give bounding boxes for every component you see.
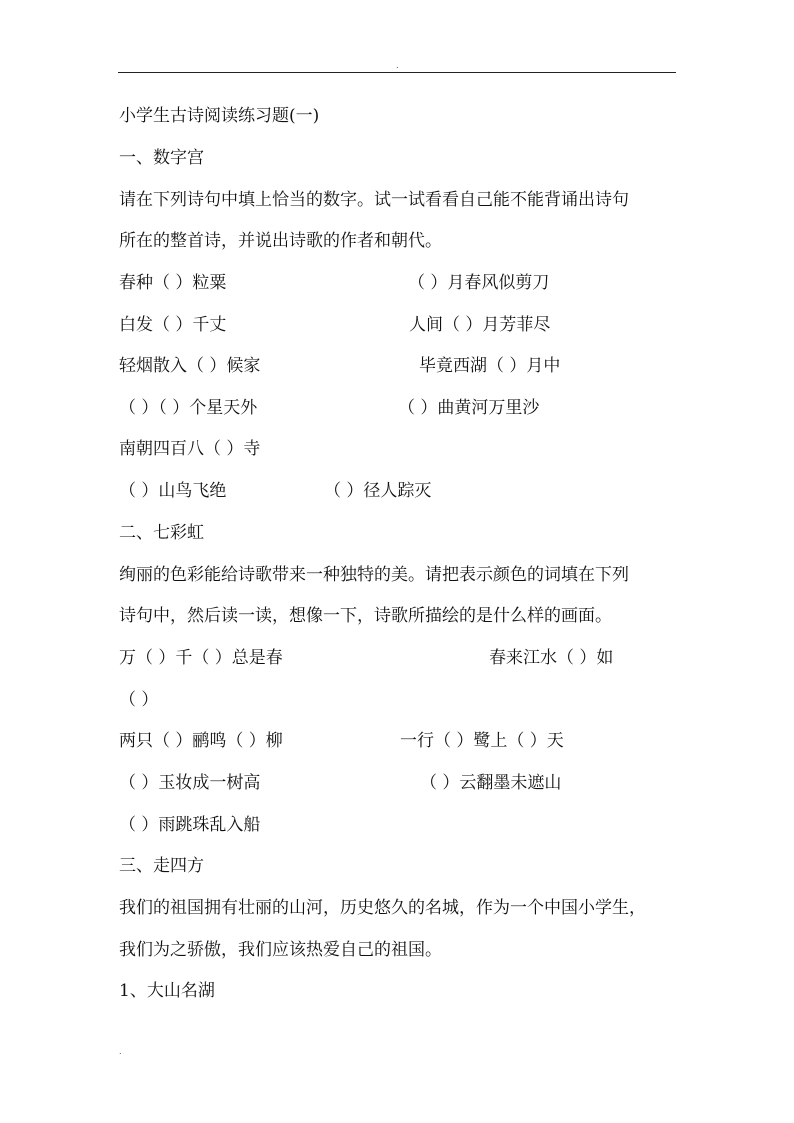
number-row-3-left: 轻烟散入（ ）候家 bbox=[119, 356, 261, 376]
number-row-6-right: （ ）径人踪灭 bbox=[324, 481, 432, 501]
number-row-1-left: 春种（ ）粒粟 bbox=[119, 273, 227, 293]
color-row-2-right: 一行（ ）鹭上（ ）天 bbox=[400, 731, 564, 751]
header-rule bbox=[118, 72, 676, 73]
color-row-3-left: （ ）玉妆成一树高 bbox=[119, 773, 261, 793]
number-row-3-right: 毕竟西湖（ ）月中 bbox=[419, 356, 561, 376]
section1-heading: 一、数字宫 bbox=[119, 148, 204, 168]
number-row-2-right: 人间（ ）月芳菲尽 bbox=[409, 315, 551, 335]
section1-instruction-line1 bbox=[119, 188, 674, 212]
section2-instruction-line1 bbox=[119, 563, 674, 587]
page-title: 小学生古诗阅读练习题(一) bbox=[119, 106, 320, 126]
section2-instruction-line1-text: 绚丽的色彩能给诗歌带来一种独特的美。请把表示颜色的词填在下列 bbox=[119, 565, 629, 585]
color-row-2-left: 两只（ ）鹂鸣（ ）柳 bbox=[119, 731, 283, 751]
section3-intro-line2: 我们为之骄傲，我们应该热爱自己的祖国。 bbox=[119, 940, 442, 960]
number-row-1-right: （ ）月春风似剪刀 bbox=[408, 273, 550, 293]
number-row-6-left: （ ）山鸟飞绝 bbox=[119, 481, 227, 501]
section3-subheading-1: 1、大山名湖 bbox=[119, 981, 215, 1001]
color-row-3-right: （ ）云翻墨未遮山 bbox=[420, 773, 562, 793]
color-row-1-left: 万（ ）千（ ）总是春 bbox=[119, 648, 283, 668]
color-row-1-right: 春来江水（ ）如 bbox=[489, 648, 614, 668]
number-row-2-left: 白发（ ）千丈 bbox=[119, 315, 227, 335]
section1-instruction-line2: 所在的整首诗，并说出诗歌的作者和朝代。 bbox=[119, 231, 442, 251]
header-mark: . bbox=[396, 61, 399, 70]
section3-heading: 三、走四方 bbox=[119, 856, 204, 876]
section3-intro-line1-text: 我们的祖国拥有壮丽的山河，历史悠久的名城，作为一个中国小学生， bbox=[119, 898, 646, 918]
section2-instruction-line2: 诗句中，然后读一读，想像一下，诗歌所描绘的是什么样的画面。 bbox=[119, 606, 612, 626]
number-row-5-left: 南朝四百八（ ）寺 bbox=[119, 439, 261, 459]
section1-instruction-line1-text: 请在下列诗句中填上恰当的数字。试一试看看自己能不能背诵出诗句 bbox=[119, 190, 629, 210]
number-row-4-right: （ ）曲黄河万里沙 bbox=[398, 398, 540, 418]
number-row-4-left: （ ）（ ）个星天外 bbox=[119, 398, 258, 418]
color-row-4: （ ）雨跳珠乱入船 bbox=[119, 815, 261, 835]
footer-mark: . bbox=[119, 1047, 122, 1056]
section2-heading: 二、七彩虹 bbox=[119, 523, 204, 543]
color-row-1-continued: （ ） bbox=[119, 690, 159, 710]
section3-intro-line1 bbox=[119, 896, 674, 920]
